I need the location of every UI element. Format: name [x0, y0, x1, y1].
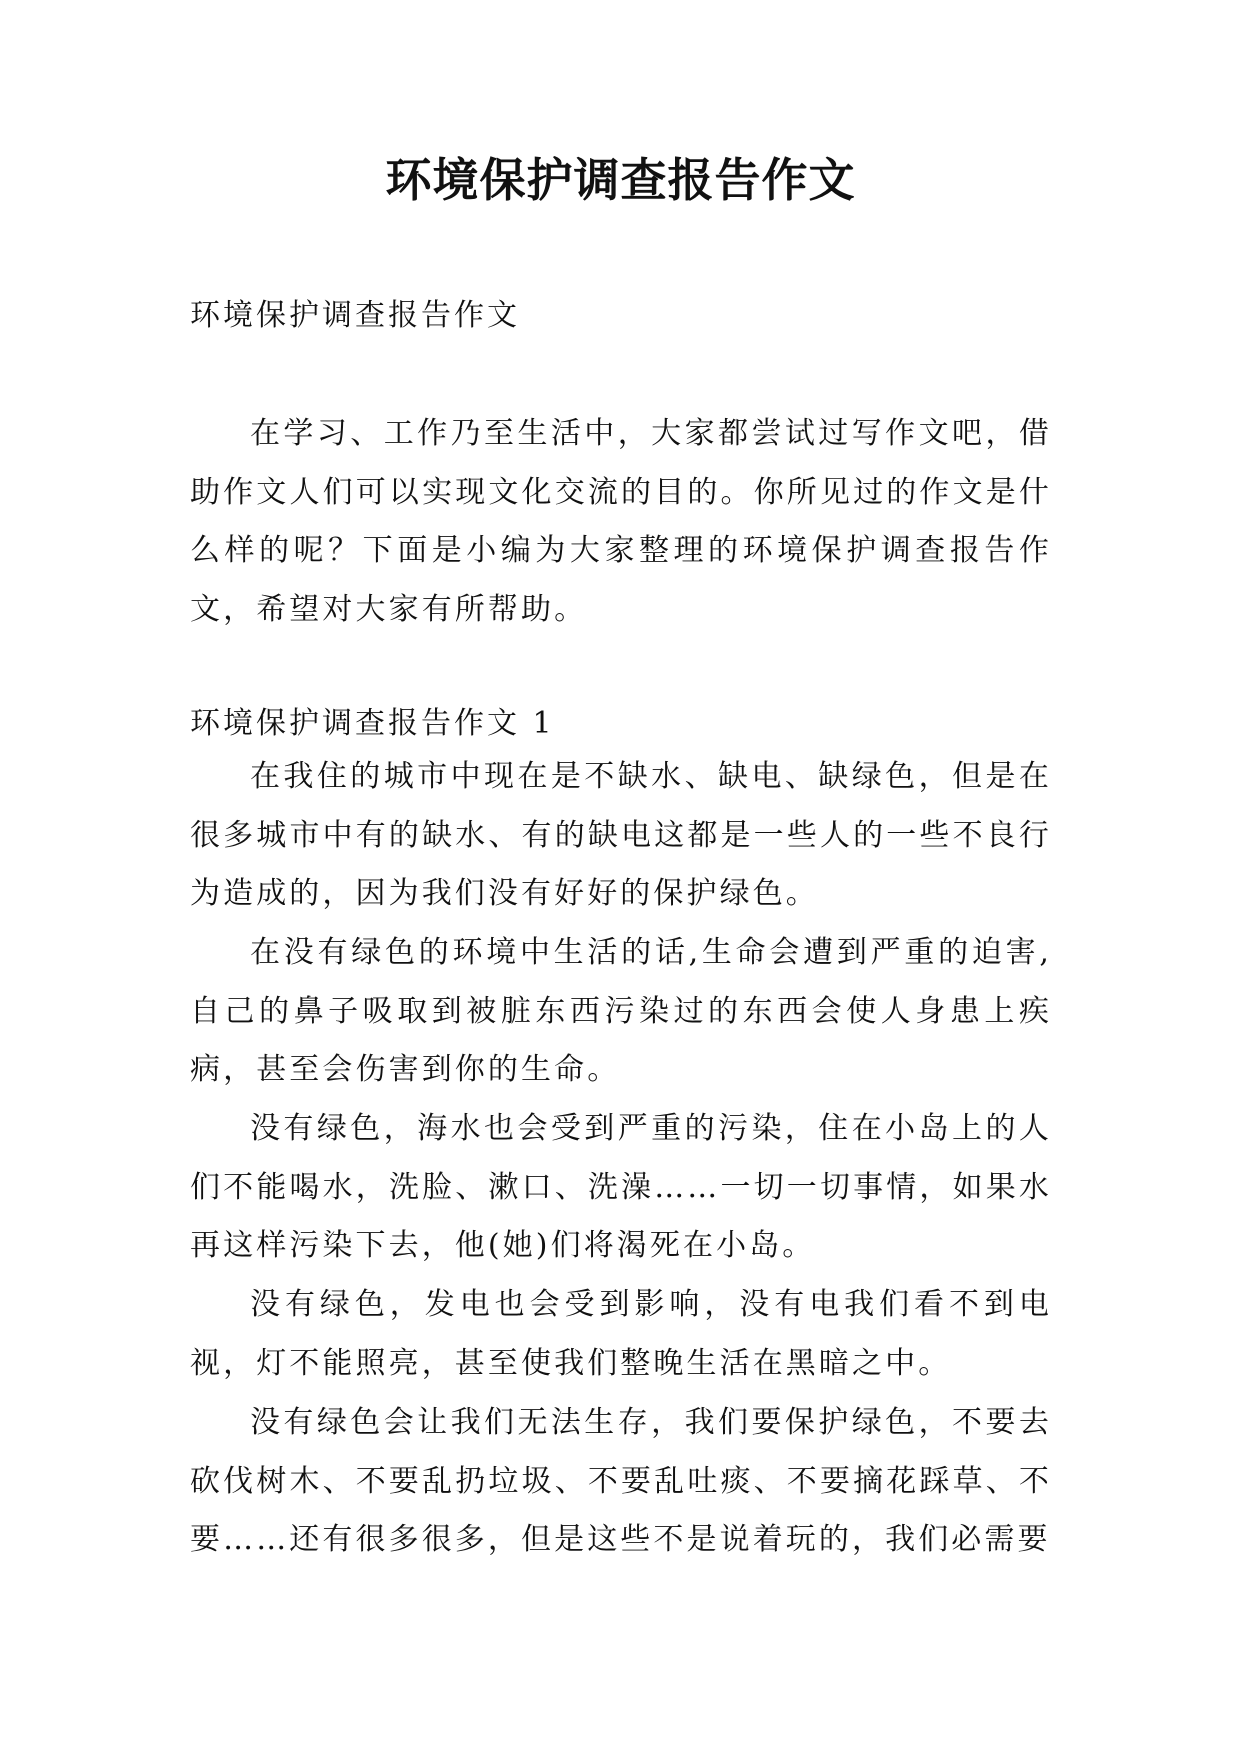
body-paragraph: 没有绿色，海水也会受到严重的污染，住在小岛上的人们不能喝水，洗脸、漱口、洗澡……一切一切事情，如果水再这样污染下去，他(她)们将渴死在小岛。 [190, 1111, 1052, 1263]
section-heading: 环境保护调查报告作文 1 [190, 706, 555, 741]
body-paragraph: 没有绿色，发电也会受到影响，没有电我们看不到电视，灯不能照亮，甚至使我们整晚生活在黑暗之中。 [190, 1287, 1052, 1381]
document-subtitle: 环境保护调查报告作文 [190, 298, 520, 333]
body-paragraph: 在没有绿色的环境中生活的话,生命会遭到严重的迫害,自己的鼻子吸取到被脏东西污染过的东西会使人身患上疾病，甚至会伤害到你的生命。 [190, 935, 1052, 1087]
body-paragraph: 在我住的城市中现在是不缺水、缺电、缺绿色，但是在很多城市中有的缺水、有的缺电这都是一些人的一些不良行为造成的，因为我们没有好好的保护绿色。 [190, 759, 1052, 911]
intro-paragraph: 在学习、工作乃至生活中，大家都尝试过写作文吧，借助作文人们可以实现文化交流的目的。你所见过的作文是什么样的呢？下面是小编为大家整理的环境保护调查报告作文，希望对大家有所帮助。 [190, 416, 1052, 627]
body-paragraph: 没有绿色会让我们无法生存，我们要保护绿色，不要去砍伐树木、不要乱扔垃圾、不要乱吐痰、不要摘花踩草、不要……还有很多很多，但是这些不是说着玩的，我们必需要 [190, 1405, 1052, 1557]
document-title: 环境保护调查报告作文 [385, 153, 856, 207]
